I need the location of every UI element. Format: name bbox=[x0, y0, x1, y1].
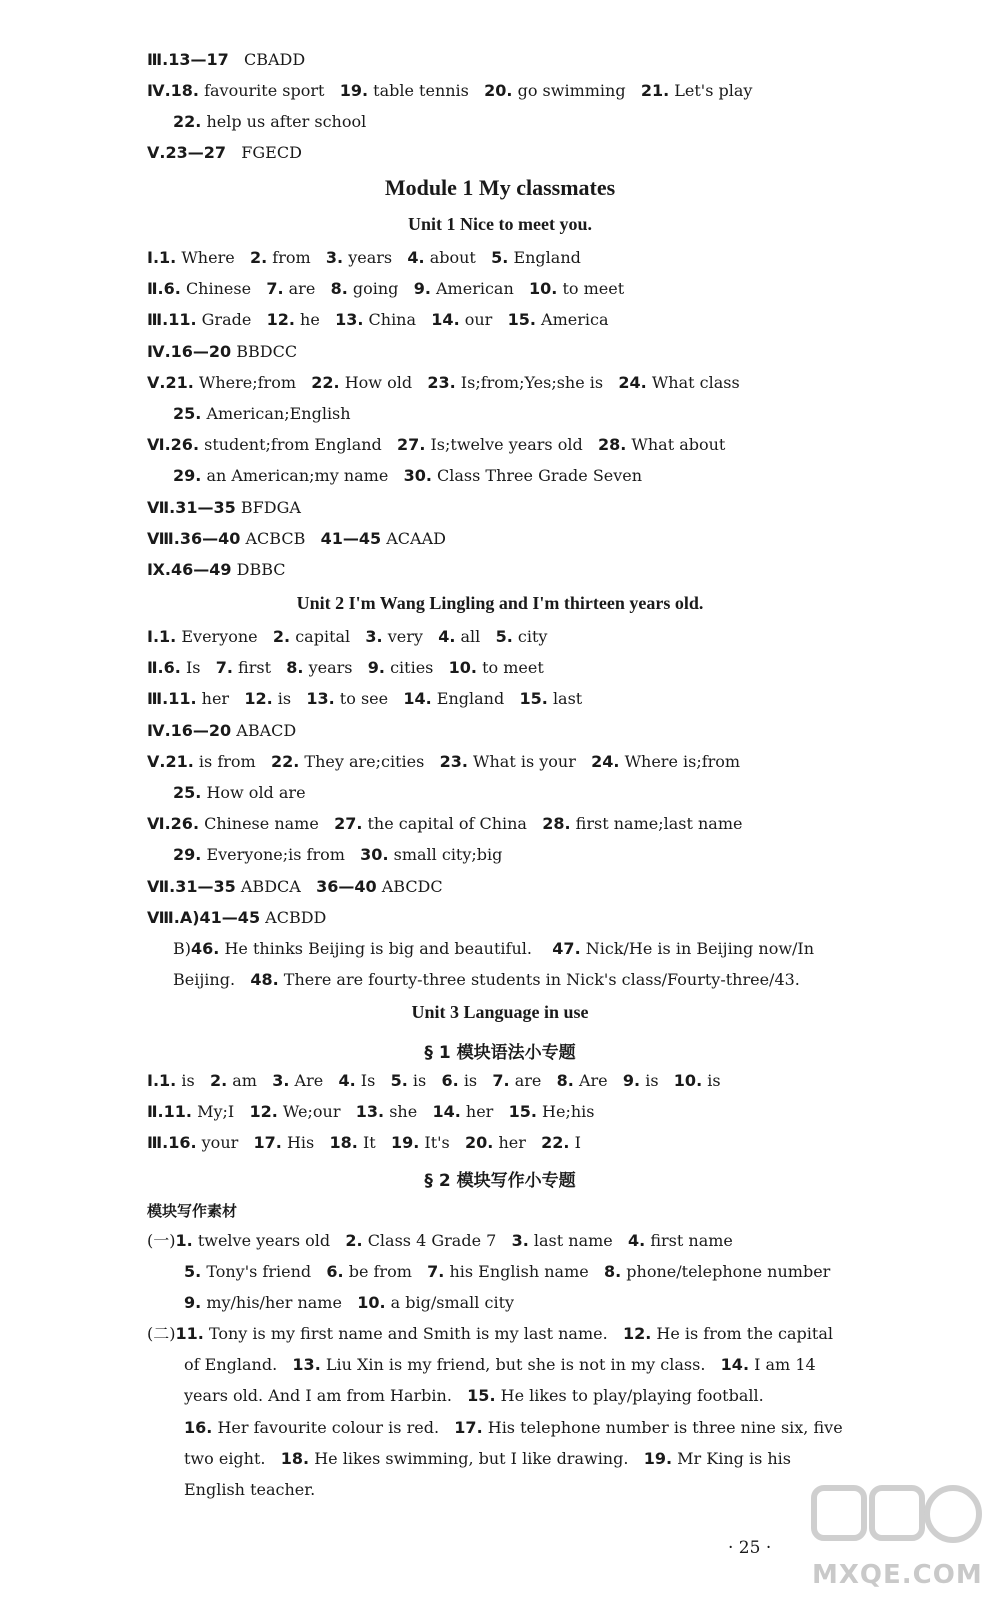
item-number: 5. bbox=[491, 248, 509, 267]
answer-line bbox=[147, 1131, 581, 1155]
item-answer: My;I bbox=[197, 1102, 235, 1122]
unit-2-title: Unit 2 I'm Wang Lingling and I'm thirteen years old. bbox=[296, 593, 704, 613]
item-answer: ABDCA bbox=[240, 876, 301, 896]
item-answer: he bbox=[300, 310, 320, 330]
line-prefix: years old. And I am from Harbin. bbox=[184, 1386, 452, 1406]
item-answer: He likes swimming, but I like drawing. bbox=[314, 1448, 629, 1468]
item-number: 7. bbox=[427, 1262, 445, 1282]
item-answer: is bbox=[463, 1071, 478, 1090]
item-answer: ABACD bbox=[236, 720, 297, 740]
item-number: 3. bbox=[325, 248, 344, 267]
item-number: 3. bbox=[511, 1231, 529, 1250]
item-answer: Mr King is his bbox=[677, 1448, 792, 1468]
answer-line bbox=[147, 558, 286, 582]
item-number: 14. bbox=[431, 310, 460, 330]
item-number: 8. bbox=[286, 658, 304, 678]
item-answer: What is your bbox=[473, 751, 576, 771]
line-prefix: Ⅷ. bbox=[147, 907, 180, 927]
item-answer: your bbox=[201, 1133, 239, 1153]
item-number: 16—20 bbox=[170, 341, 232, 361]
item-answer: Her favourite colour is red. bbox=[217, 1417, 440, 1437]
module-title: Module 1 My classmates bbox=[384, 175, 616, 200]
item-answer: They are;cities bbox=[304, 751, 425, 771]
item-number: 13. bbox=[306, 689, 335, 709]
item-number: 10. bbox=[673, 1071, 703, 1090]
item-answer: is bbox=[645, 1071, 659, 1090]
item-answer: her bbox=[465, 1102, 494, 1122]
item-answer: American bbox=[436, 279, 514, 299]
answer-line: Beijing. 48. There are fourty-three students in Nick's class/Fourty-three/43. bbox=[173, 970, 800, 989]
item-number: 3. bbox=[272, 1071, 290, 1090]
item-answer: his English name bbox=[449, 1262, 589, 1282]
answer-line bbox=[184, 1353, 816, 1377]
item-number: 29. bbox=[173, 845, 202, 865]
item-answer: going bbox=[352, 279, 399, 299]
item-number: 6. bbox=[163, 658, 181, 678]
item-answer: Are bbox=[294, 1071, 324, 1090]
item-answer: America bbox=[541, 310, 609, 330]
item-number: 27. bbox=[397, 435, 426, 455]
item-answer: first bbox=[238, 658, 272, 678]
item-answer: I bbox=[574, 1133, 581, 1153]
line-prefix: Ⅵ. bbox=[147, 814, 171, 834]
answer-line: Ⅳ.18. favourite sport 19. table tennis 20. go swimming 21. Let's play bbox=[147, 81, 753, 100]
item-number: 10. bbox=[529, 279, 558, 299]
item-answer: BBDCC bbox=[236, 341, 298, 361]
item-number: 1. bbox=[175, 1231, 193, 1250]
item-number: 13. bbox=[355, 1102, 385, 1122]
item-answer: a big/small city bbox=[390, 1293, 515, 1313]
item-number: 24. bbox=[618, 372, 647, 392]
line-prefix: Ⅲ. bbox=[147, 1133, 169, 1153]
item-answer: an American;my name bbox=[206, 466, 389, 486]
item-answer: Chinese bbox=[185, 279, 252, 299]
item-number: 24. bbox=[591, 751, 620, 771]
answer-line: Ⅴ.23—27 FGECD bbox=[147, 143, 302, 162]
item-answer: my/his/her name bbox=[206, 1293, 342, 1313]
line-prefix: Ⅷ. bbox=[147, 528, 180, 548]
item-number: 14. bbox=[432, 1102, 461, 1122]
line-prefix: Ⅶ. bbox=[147, 497, 176, 517]
item-answer: Where is;from bbox=[624, 751, 741, 771]
item-answer: is bbox=[412, 1071, 427, 1090]
item-answer: How old are bbox=[206, 783, 306, 802]
item-number: 8. bbox=[330, 279, 348, 299]
item-number: 9. bbox=[622, 1071, 641, 1090]
item-number: 26. bbox=[170, 814, 200, 834]
answer-line bbox=[147, 340, 297, 364]
item-number: 22. bbox=[541, 1133, 570, 1153]
answer-line bbox=[147, 625, 547, 649]
item-number: 10. bbox=[357, 1293, 386, 1313]
item-answer: BFDGA bbox=[240, 497, 301, 517]
item-number: 13. bbox=[335, 310, 364, 330]
answer-line bbox=[184, 1384, 764, 1408]
item-answer: Class Three Grade Seven bbox=[437, 466, 643, 486]
line-prefix: Ⅰ. bbox=[147, 248, 160, 267]
item-number: 20. bbox=[465, 1133, 494, 1153]
item-answer: Class 4 Grade 7 bbox=[367, 1231, 497, 1250]
item-number: 11. bbox=[163, 1102, 192, 1122]
item-answer: be from bbox=[348, 1262, 412, 1282]
answer-line bbox=[184, 1291, 514, 1315]
item-answer: ACBCB bbox=[245, 528, 306, 548]
item-number: 16—20 bbox=[170, 720, 232, 740]
item-answer: her bbox=[498, 1133, 526, 1153]
item-answer: are bbox=[288, 279, 316, 299]
answer-line bbox=[147, 277, 624, 301]
item-number: 4. bbox=[407, 248, 425, 267]
line-prefix: Ⅱ. bbox=[147, 279, 164, 299]
item-answer: phone/telephone number bbox=[626, 1262, 831, 1282]
item-number: 8. bbox=[603, 1262, 622, 1282]
item-answer: ACAAD bbox=[386, 528, 446, 548]
item-answer: first name;last name bbox=[575, 814, 743, 834]
item-answer: Grade bbox=[201, 310, 252, 330]
item-answer: Is bbox=[360, 1071, 376, 1090]
answer-line bbox=[184, 1260, 830, 1284]
answer-line bbox=[147, 812, 742, 836]
item-number: 2. bbox=[345, 1231, 363, 1250]
item-answer: Tony's friend bbox=[206, 1262, 312, 1282]
item-answer: Is;twelve years old bbox=[430, 435, 583, 455]
item-answer: small city;big bbox=[393, 845, 503, 865]
item-answer: Everyone bbox=[181, 627, 258, 646]
item-answer: Where bbox=[181, 248, 235, 267]
item-number: 2. bbox=[249, 248, 268, 267]
line-prefix: Ⅲ. bbox=[147, 689, 169, 709]
unit-3-title: Unit 3 Language in use bbox=[411, 1002, 589, 1022]
answer-line bbox=[184, 1447, 791, 1471]
item-number: 28. bbox=[597, 435, 627, 455]
item-answer: It bbox=[362, 1133, 376, 1153]
item-answer: Is bbox=[185, 658, 201, 678]
item-answer: Tony is my first name and Smith is my last name. bbox=[208, 1324, 608, 1343]
page-number: · 25 · bbox=[728, 1538, 772, 1558]
item-number: 12. bbox=[266, 310, 295, 330]
item-answer: England bbox=[513, 248, 581, 267]
item-number: 31—35 bbox=[175, 497, 236, 517]
item-number: 6. bbox=[326, 1262, 344, 1282]
line-prefix: (一) bbox=[147, 1231, 176, 1250]
line-prefix: Ⅸ. bbox=[147, 560, 172, 579]
answer-line bbox=[147, 308, 609, 332]
item-answer: her bbox=[201, 689, 230, 709]
item-answer: He is from the capital bbox=[656, 1324, 833, 1343]
item-number: 27. bbox=[334, 814, 363, 834]
line-prefix: English teacher. bbox=[184, 1480, 316, 1499]
answer-line bbox=[147, 875, 443, 899]
item-answer: are bbox=[514, 1071, 542, 1090]
item-answer: to meet bbox=[482, 658, 544, 678]
item-number: 22. bbox=[270, 751, 300, 771]
line-prefix: Ⅱ. bbox=[147, 1102, 164, 1122]
item-number: 21. bbox=[165, 751, 194, 771]
item-number: 17. bbox=[454, 1417, 483, 1437]
item-answer: first name bbox=[650, 1231, 733, 1250]
answer-line bbox=[147, 527, 446, 551]
answer-line bbox=[173, 843, 502, 867]
answer-line bbox=[184, 1478, 330, 1502]
item-number: 9. bbox=[184, 1293, 202, 1313]
item-number: 2. bbox=[272, 627, 291, 646]
answer-line: B)46. He thinks Beijing is big and beautiful. 47. Nick/He is in Beijing now/In bbox=[173, 939, 815, 958]
line-prefix: Ⅳ. bbox=[147, 720, 171, 740]
item-answer: China bbox=[368, 310, 417, 330]
item-number: 15. bbox=[508, 1102, 537, 1122]
item-number: 7. bbox=[266, 279, 284, 299]
item-number: 6. bbox=[441, 1071, 459, 1090]
item-answer: she bbox=[389, 1102, 418, 1122]
item-number: 12. bbox=[244, 689, 273, 709]
item-answer: He;his bbox=[542, 1102, 595, 1122]
answer-line: Ⅲ.13—17 CBADD bbox=[147, 50, 306, 69]
answer-line bbox=[147, 1100, 594, 1124]
item-answer: Is;from;Yes;she is bbox=[460, 372, 604, 392]
item-number: 36—40 bbox=[179, 528, 241, 548]
line-prefix: Ⅳ. bbox=[147, 341, 171, 361]
item-answer: is bbox=[181, 1071, 195, 1090]
item-number: 5. bbox=[390, 1071, 408, 1090]
item-answer: student;from England bbox=[204, 435, 382, 455]
item-number: 1. bbox=[159, 248, 177, 267]
item-number: 23. bbox=[439, 751, 468, 771]
answer-line bbox=[147, 1322, 833, 1346]
item-number: 11. bbox=[168, 310, 197, 330]
item-answer: American;English bbox=[206, 404, 351, 423]
item-number: 4. bbox=[338, 1071, 356, 1090]
item-answer: years bbox=[348, 248, 393, 267]
item-answer: is bbox=[707, 1071, 721, 1090]
item-answer: our bbox=[464, 310, 493, 330]
item-number: 14. bbox=[403, 689, 432, 709]
section-2-title: § 2 模块写作小专题 bbox=[424, 1171, 576, 1191]
item-answer: am bbox=[232, 1071, 257, 1090]
answer-line bbox=[147, 1229, 733, 1253]
item-answer: Everyone;is from bbox=[206, 845, 345, 865]
answer-line bbox=[184, 1416, 843, 1440]
answer-line bbox=[147, 656, 544, 680]
item-number: 30. bbox=[403, 466, 432, 486]
answer-line bbox=[147, 719, 296, 743]
item-number: 25. bbox=[173, 783, 202, 802]
item-number: 7. bbox=[215, 658, 233, 678]
item-number: 19. bbox=[390, 1133, 420, 1153]
answer-line bbox=[147, 246, 581, 270]
item-number: 23. bbox=[427, 372, 456, 392]
item-answer: the capital of China bbox=[367, 814, 527, 834]
item-answer: years bbox=[308, 658, 353, 678]
line-prefix: two eight. bbox=[184, 1448, 266, 1468]
item-answer: He likes to play/playing football. bbox=[500, 1386, 764, 1406]
material-label: 模块写作素材 bbox=[147, 1202, 238, 1220]
item-answer: last bbox=[552, 689, 583, 709]
item-number: 19. bbox=[643, 1448, 673, 1468]
item-number: 1. bbox=[159, 1071, 177, 1090]
item-number: 11. bbox=[175, 1324, 204, 1343]
item-answer: all bbox=[460, 627, 481, 646]
item-answer: very bbox=[387, 627, 423, 646]
line-prefix: Ⅶ. bbox=[147, 876, 176, 896]
item-number: 46—49 bbox=[171, 560, 232, 579]
item-number: 3. bbox=[365, 627, 383, 646]
watermark-text: MXQE.COM bbox=[812, 1560, 983, 1590]
item-number: 31—35 bbox=[175, 876, 236, 896]
line-prefix: Ⅴ. bbox=[147, 372, 166, 392]
item-answer: What about bbox=[631, 435, 726, 455]
item-number: 13. bbox=[292, 1355, 321, 1375]
item-number: 14. bbox=[720, 1355, 750, 1375]
item-number: A)41—45 bbox=[179, 907, 261, 927]
item-answer: city bbox=[517, 627, 548, 646]
item-number: 26. bbox=[170, 435, 200, 455]
item-answer: capital bbox=[295, 627, 351, 646]
item-number: 4. bbox=[438, 627, 456, 646]
item-number: 16. bbox=[168, 1133, 197, 1153]
item-number: 15. bbox=[519, 689, 548, 709]
item-number: 18. bbox=[329, 1133, 358, 1153]
item-answer: It's bbox=[424, 1133, 450, 1153]
item-number: 36—40 bbox=[316, 876, 377, 896]
item-number: 5. bbox=[184, 1262, 202, 1282]
answer-line bbox=[173, 781, 306, 805]
line-prefix: Ⅰ. bbox=[147, 627, 160, 646]
line-prefix: Ⅱ. bbox=[147, 658, 164, 678]
item-number: 6. bbox=[163, 279, 181, 299]
item-number: 25. bbox=[173, 404, 202, 423]
item-number: 1. bbox=[159, 627, 177, 646]
item-number: 22. bbox=[311, 372, 340, 392]
line-prefix: (二) bbox=[147, 1324, 176, 1343]
item-number: 41—45 bbox=[320, 528, 382, 548]
answer-line bbox=[147, 371, 740, 395]
item-answer: I am 14 bbox=[754, 1355, 816, 1375]
item-answer: to see bbox=[339, 689, 389, 709]
item-answer: about bbox=[429, 248, 476, 267]
item-answer: His telephone number is three nine six, five bbox=[487, 1417, 843, 1437]
line-prefix: Ⅰ. bbox=[147, 1071, 160, 1090]
item-answer: What class bbox=[651, 372, 740, 392]
item-number: 4. bbox=[628, 1231, 646, 1250]
item-answer: from bbox=[272, 248, 311, 267]
item-number: 16. bbox=[184, 1417, 213, 1437]
section-1-title: § 1 模块语法小专题 bbox=[424, 1043, 576, 1063]
answer-line bbox=[147, 906, 326, 930]
item-number: 5. bbox=[495, 627, 513, 646]
item-number: 21. bbox=[165, 372, 194, 392]
item-number: 12. bbox=[249, 1102, 278, 1122]
answer-line bbox=[173, 464, 642, 488]
item-answer: is bbox=[277, 689, 292, 709]
item-answer: ACBDD bbox=[265, 907, 327, 927]
item-number: 18. bbox=[280, 1448, 310, 1468]
line-prefix: of England. bbox=[184, 1355, 278, 1375]
item-answer: Where;from bbox=[198, 372, 297, 392]
item-number: 30. bbox=[360, 845, 389, 865]
item-number: 9. bbox=[413, 279, 431, 299]
item-number: 7. bbox=[492, 1071, 510, 1090]
line-prefix: Ⅵ. bbox=[147, 435, 171, 455]
item-answer: DBBC bbox=[236, 560, 286, 579]
item-number: 12. bbox=[622, 1324, 652, 1343]
item-number: 28. bbox=[542, 814, 571, 834]
answer-line bbox=[147, 1069, 721, 1093]
item-answer: last name bbox=[533, 1231, 613, 1250]
item-answer: Liu Xin is my friend, but she is not in my class. bbox=[325, 1355, 706, 1375]
answer-line bbox=[147, 433, 725, 457]
item-number: 15. bbox=[467, 1386, 496, 1406]
item-answer: ABCDC bbox=[381, 876, 443, 896]
item-answer: cities bbox=[390, 658, 434, 678]
line-prefix: Ⅴ. bbox=[147, 751, 166, 771]
answer-line: 22. help us after school bbox=[173, 112, 367, 131]
line-prefix: Ⅲ. bbox=[147, 310, 169, 330]
item-answer: Chinese name bbox=[204, 814, 319, 834]
item-number: 10. bbox=[448, 658, 477, 678]
item-answer: Are bbox=[578, 1071, 608, 1090]
item-number: 8. bbox=[556, 1071, 574, 1090]
item-number: 17. bbox=[253, 1133, 282, 1153]
item-answer: England bbox=[436, 689, 505, 709]
item-answer: How old bbox=[344, 372, 413, 392]
item-number: 9. bbox=[367, 658, 385, 678]
item-answer: to meet bbox=[562, 279, 625, 299]
answer-line bbox=[147, 496, 301, 520]
item-number: 15. bbox=[507, 310, 536, 330]
item-number: 2. bbox=[209, 1071, 228, 1090]
item-answer: is from bbox=[198, 751, 256, 771]
item-answer: His bbox=[286, 1133, 315, 1153]
item-number: 11. bbox=[168, 689, 197, 709]
answer-line bbox=[147, 750, 740, 774]
unit-1-title: Unit 1 Nice to meet you. bbox=[408, 214, 592, 234]
answer-line bbox=[147, 687, 582, 711]
item-number: 29. bbox=[173, 466, 202, 486]
answer-line bbox=[173, 402, 351, 426]
item-answer: We;our bbox=[282, 1102, 341, 1122]
item-answer: twelve years old bbox=[197, 1231, 331, 1250]
